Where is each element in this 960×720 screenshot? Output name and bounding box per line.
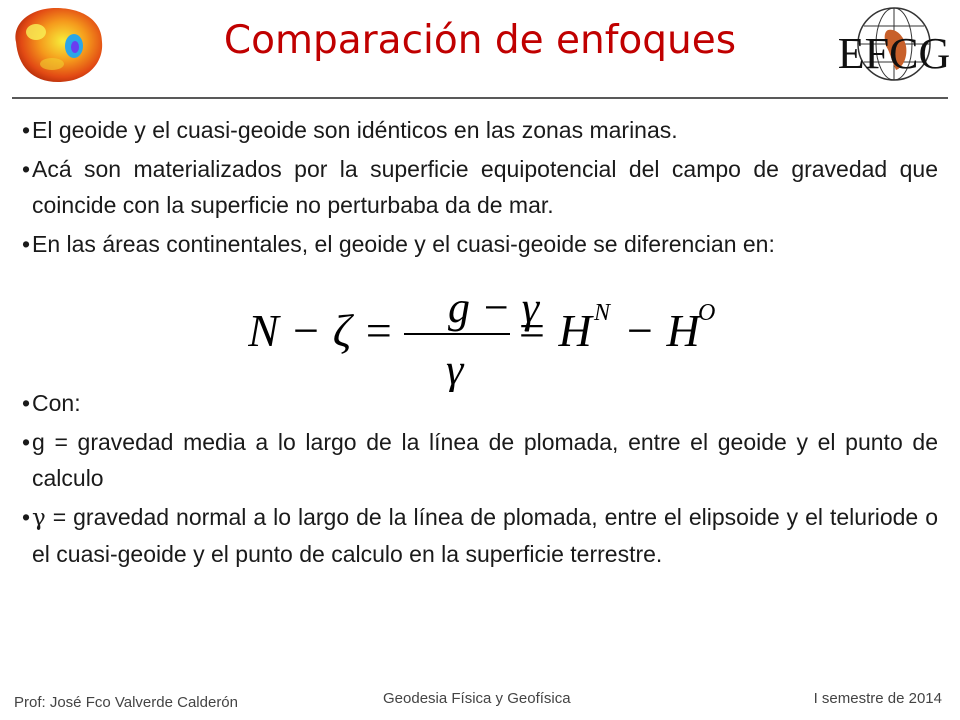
formula-rhs-minus: − H xyxy=(624,305,700,356)
bullet-1: • El geoide y el cuasi-geoide son idénticos en las zonas marinas. xyxy=(22,117,678,143)
efcg-logo xyxy=(830,6,958,88)
bullet-5: • g = gravedad media a lo largo de la línea de plomada, entre el geoide y el punto de calculo xyxy=(22,429,938,491)
footer-term: I semestre de 2014 xyxy=(813,690,942,707)
formula-sup-o: O xyxy=(698,300,716,326)
footer-author: Prof: José Fco Valverde Calderón xyxy=(14,694,238,711)
efcg-logo-text: EFCG xyxy=(837,29,951,78)
formula-sup-n: N xyxy=(594,300,611,326)
title-divider xyxy=(12,97,948,99)
bullet-3: • En las áreas continentales, el geoide y el cuasi-geoide se diferencian en: xyxy=(22,231,775,257)
bullet-2: • Acá son materializados por la superficie equipotencial del campo de gravedad que coincide con la superficie no perturbaba da de mar. xyxy=(22,156,938,218)
formula-lhs: N − ζ = xyxy=(248,305,394,356)
slide-title: Comparación de enfoques xyxy=(223,18,737,63)
height-difference-formula xyxy=(248,286,738,392)
formula-numerator: g − γ xyxy=(448,286,540,332)
bullet-6: • γ = gravedad normal a lo largo de la línea de plomada, entre el elipsoide y el teluriode o el cuasi-geoide y el punto de calculo en la superficie terrestre. xyxy=(22,504,938,567)
footer-course: Geodesia Física y Geofísica xyxy=(383,690,571,707)
formula-rhs: = H xyxy=(516,305,592,356)
formula-denominator: γ xyxy=(446,345,464,392)
bullet-4: • Con: xyxy=(22,390,81,416)
